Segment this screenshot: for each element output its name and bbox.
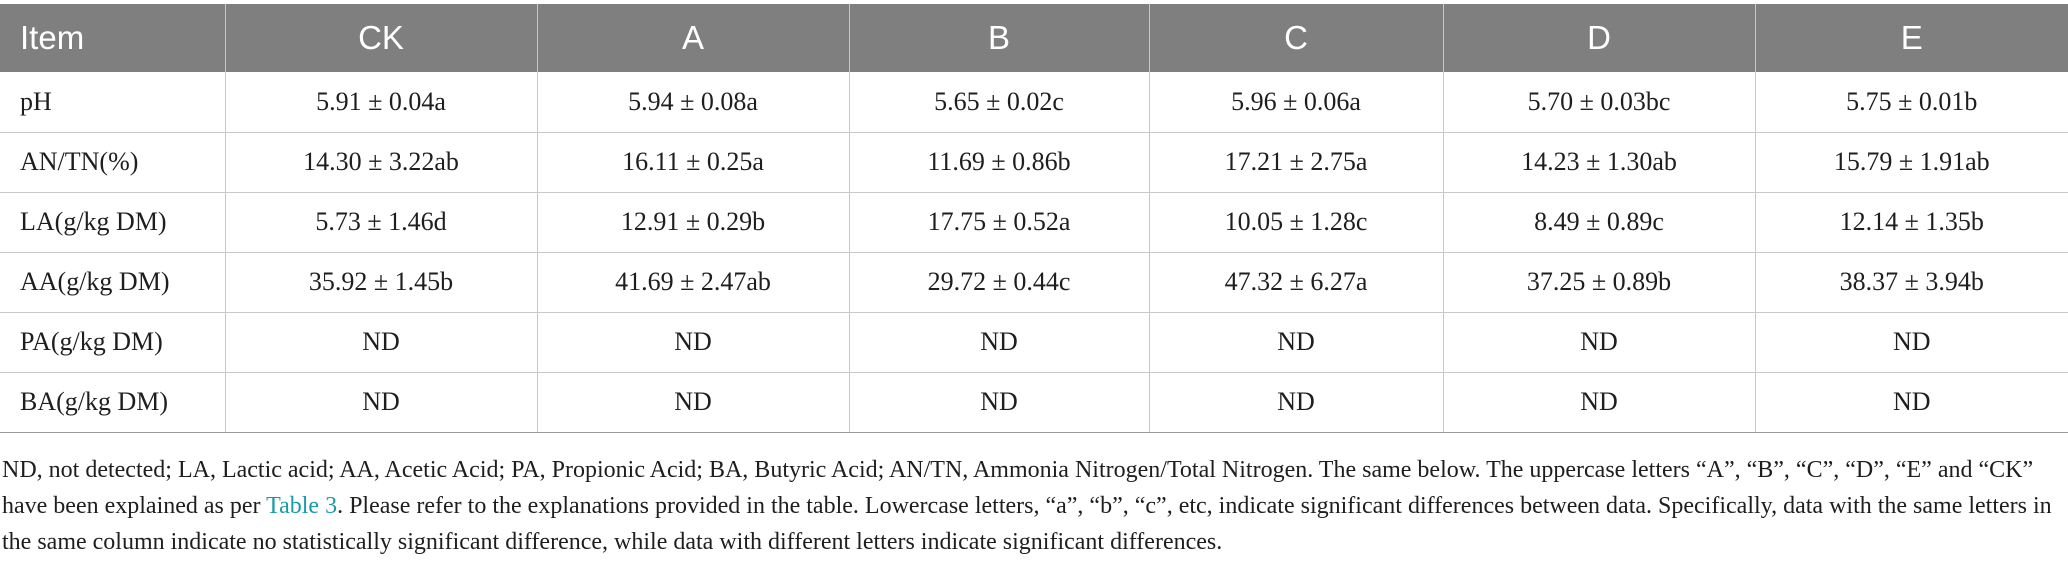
table-row <box>0 72 2068 132</box>
table-row <box>0 192 2068 252</box>
row-label: BA(g/kg DM) <box>0 372 225 432</box>
table-cell: 17.21 ± 2.75a <box>1149 132 1443 192</box>
table-cell: ND <box>225 372 537 432</box>
table-row <box>0 312 2068 372</box>
footnote-text-start: ND, not detected; LA, Lactic acid; AA, Acetic Acid; PA, Propionic Acid; BA, Butyric Acid; AN/TN, Ammonia Nitrogen/Total Nitrogen. The same below. The uppercase letters “A”, “B”, “C”, “D”, “E” and “CK” have been explained as per <box>2 457 2034 519</box>
data-table <box>0 4 2068 433</box>
table-cell: ND <box>1149 312 1443 372</box>
table-cell: 5.91 ± 0.04a <box>225 72 537 132</box>
header-row <box>0 4 2068 72</box>
header-a: A <box>537 4 849 72</box>
table-cell: 5.73 ± 1.46d <box>225 192 537 252</box>
header-item: Item <box>0 4 225 72</box>
table-cell: 8.49 ± 0.89c <box>1443 192 1755 252</box>
table-cell: 17.75 ± 0.52a <box>849 192 1149 252</box>
table-cell: 12.91 ± 0.29b <box>537 192 849 252</box>
table-cell: 5.70 ± 0.03bc <box>1443 72 1755 132</box>
table-cell: ND <box>1755 312 2068 372</box>
table-cell: ND <box>537 312 849 372</box>
table-cell: 12.14 ± 1.35b <box>1755 192 2068 252</box>
row-label: LA(g/kg DM) <box>0 192 225 252</box>
table-cell: ND <box>849 372 1149 432</box>
table-cell: 38.37 ± 3.94b <box>1755 252 2068 312</box>
table-cell: 5.96 ± 0.06a <box>1149 72 1443 132</box>
table-cell: 14.30 ± 3.22ab <box>225 132 537 192</box>
footnote-text-end: . Please refer to the explanations provided in the table. Lowercase letters, “a”, “b”, “c”, etc, indicate significant differences between data. Specifically, data with the same letters in the same column indicate no statistically significant difference, while data with different letters indicate significant differences. <box>2 493 2052 555</box>
table-cell: ND <box>1149 372 1443 432</box>
table-row <box>0 252 2068 312</box>
table-3-link[interactable]: Table 3 <box>266 493 338 519</box>
table-cell: ND <box>1755 372 2068 432</box>
table-cell: 14.23 ± 1.30ab <box>1443 132 1755 192</box>
table-row <box>0 132 2068 192</box>
row-label: PA(g/kg DM) <box>0 312 225 372</box>
table-cell: ND <box>537 372 849 432</box>
table-cell: 5.65 ± 0.02c <box>849 72 1149 132</box>
table-cell: ND <box>1443 372 1755 432</box>
table-cell: ND <box>849 312 1149 372</box>
table-cell: 16.11 ± 0.25a <box>537 132 849 192</box>
table-cell: ND <box>1443 312 1755 372</box>
table-cell: 29.72 ± 0.44c <box>849 252 1149 312</box>
table-cell: 41.69 ± 2.47ab <box>537 252 849 312</box>
header-c: C <box>1149 4 1443 72</box>
table-row <box>0 372 2068 432</box>
table-cell: 47.32 ± 6.27a <box>1149 252 1443 312</box>
table-footnote <box>2 452 2062 560</box>
row-label: AA(g/kg DM) <box>0 252 225 312</box>
header-ck: CK <box>225 4 537 72</box>
table-cell: 5.94 ± 0.08a <box>537 72 849 132</box>
table-cell: 35.92 ± 1.45b <box>225 252 537 312</box>
table-cell: ND <box>225 312 537 372</box>
row-label: AN/TN(%) <box>0 132 225 192</box>
header-d: D <box>1443 4 1755 72</box>
header-e: E <box>1755 4 2068 72</box>
table-cell: 11.69 ± 0.86b <box>849 132 1149 192</box>
table-cell: 37.25 ± 0.89b <box>1443 252 1755 312</box>
row-label: pH <box>0 72 225 132</box>
table-cell: 15.79 ± 1.91ab <box>1755 132 2068 192</box>
table-cell: 10.05 ± 1.28c <box>1149 192 1443 252</box>
table-cell: 5.75 ± 0.01b <box>1755 72 2068 132</box>
header-b: B <box>849 4 1149 72</box>
